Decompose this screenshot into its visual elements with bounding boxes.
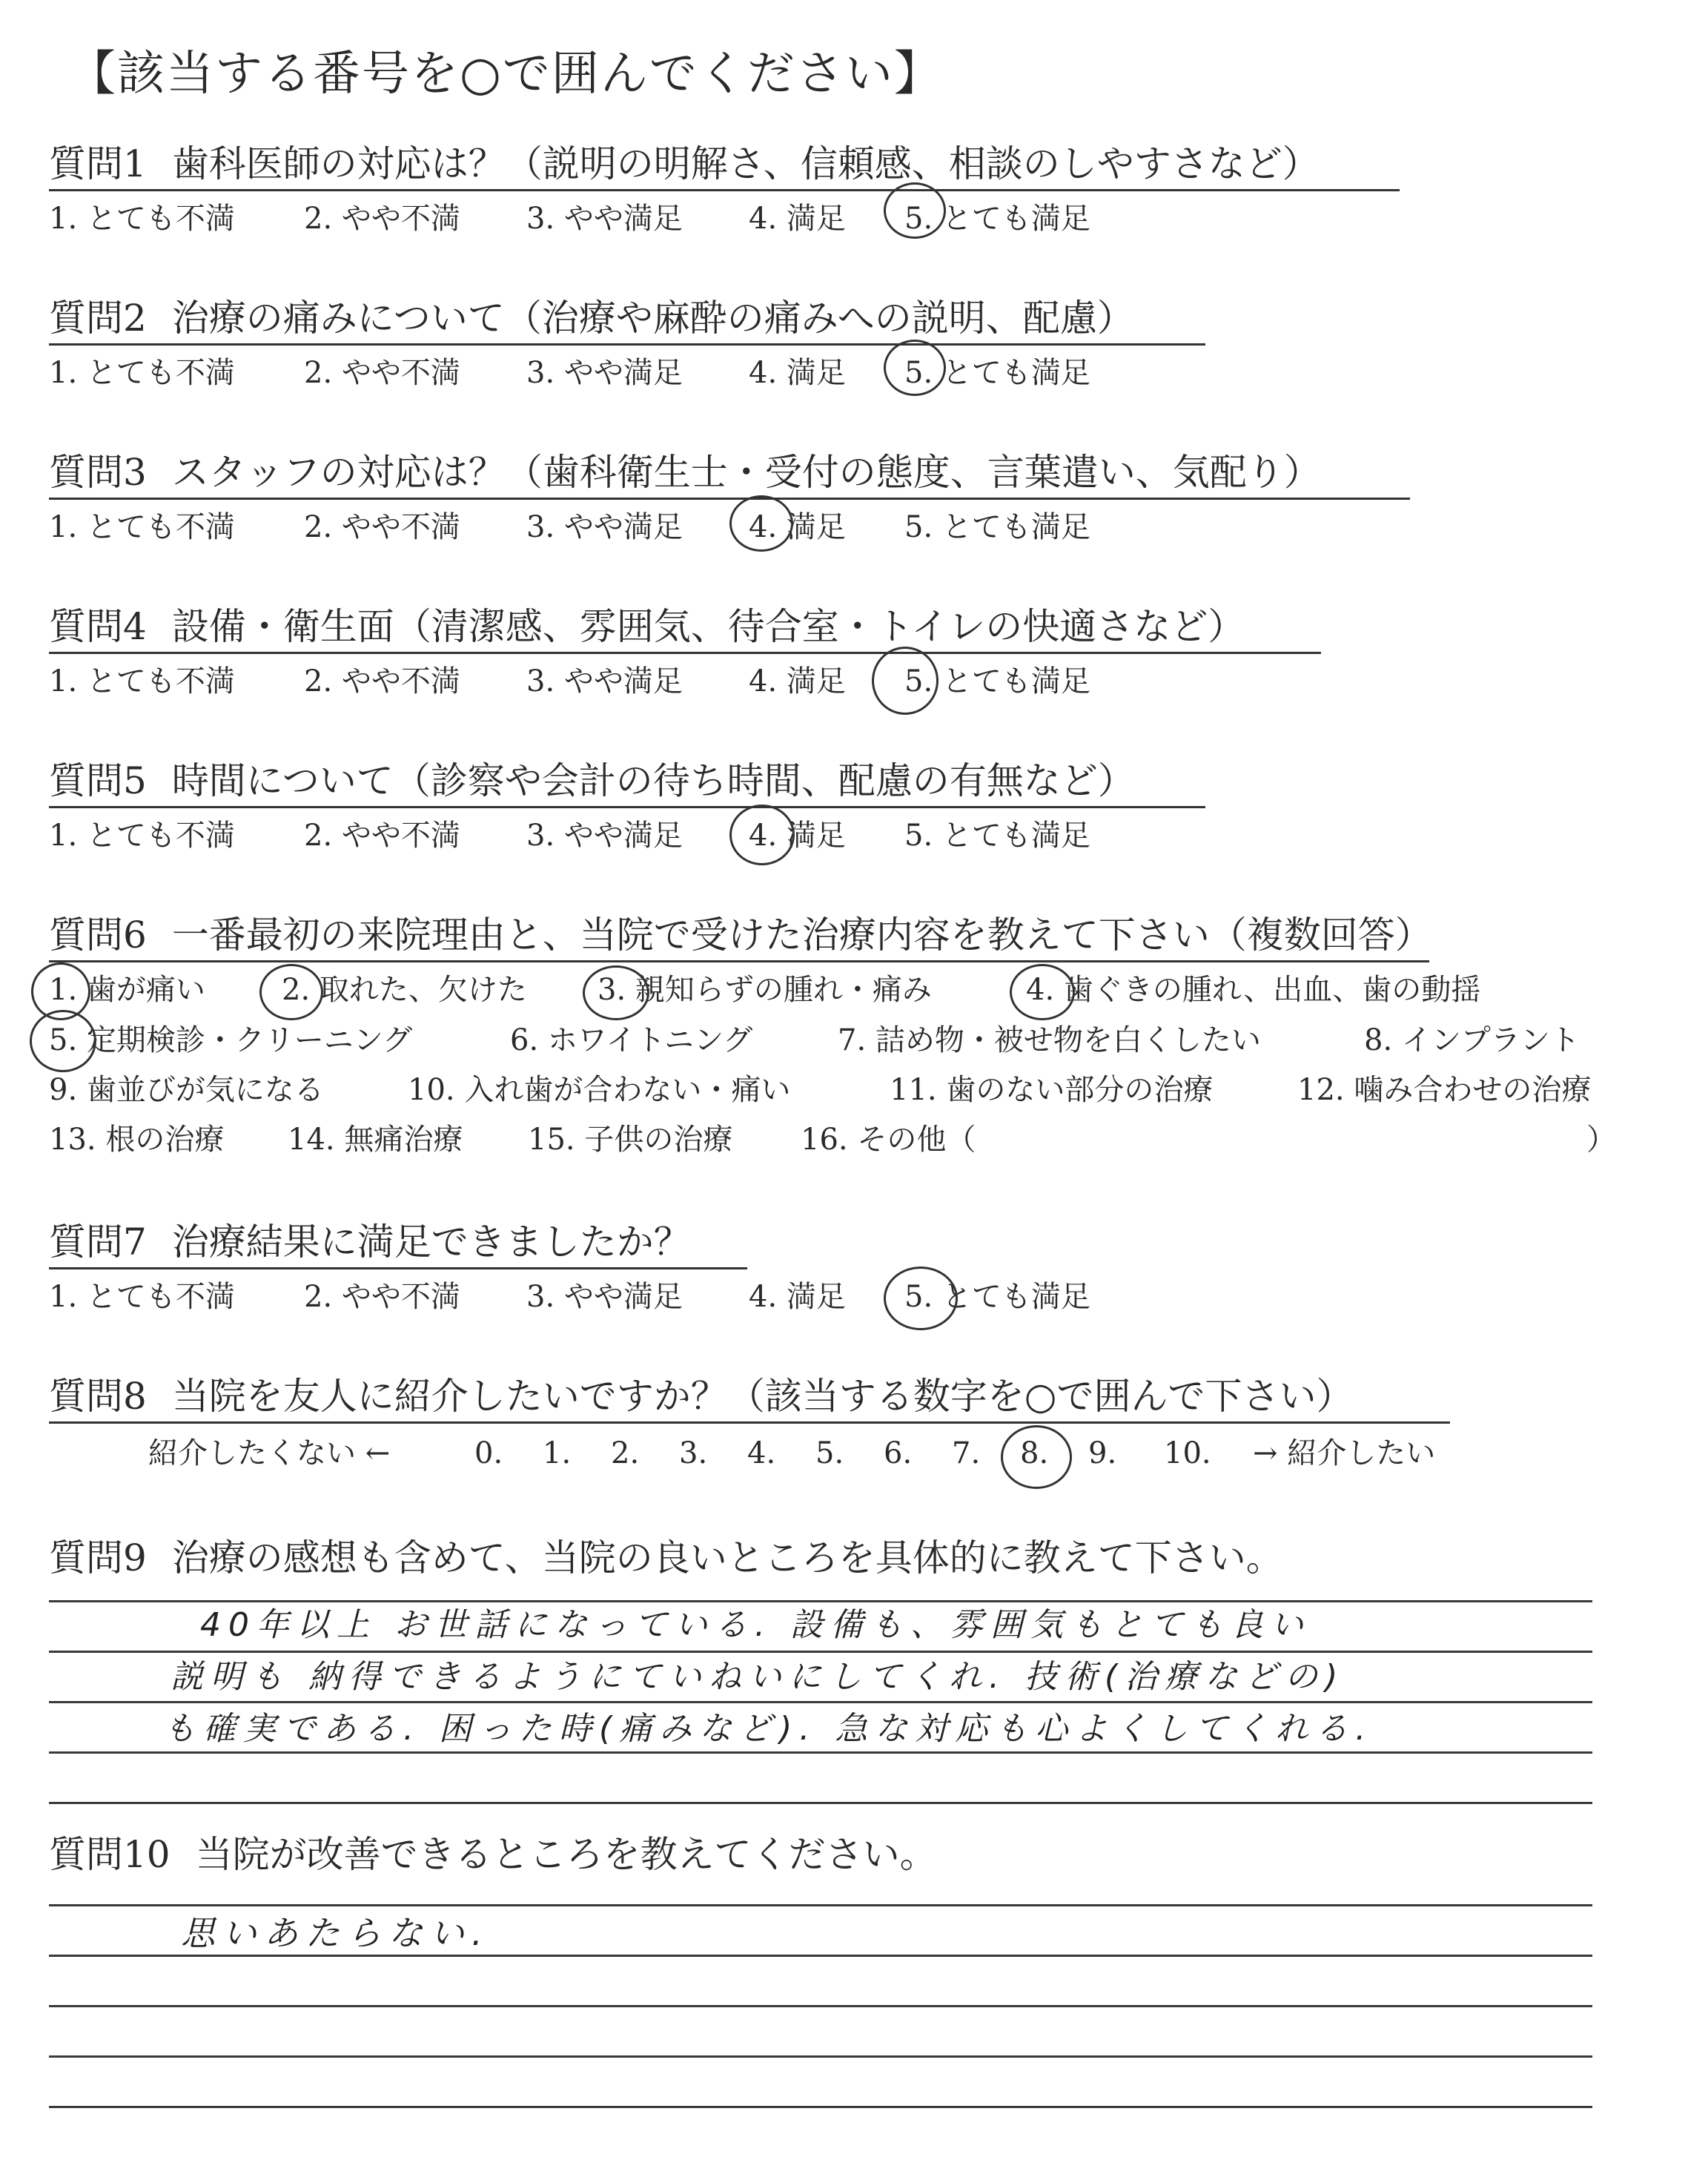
question-9-title [49,1536,1283,1579]
q9-answer-line-2 [49,1651,1592,1653]
q6-option-1[interactable]: 1. 歯が痛い [49,973,205,1007]
q9-handwritten-answer-3: も確実である. 困った時(痛みなど). 急な対応も心よくしてくれる. [163,1710,1374,1748]
q2-option-4[interactable]: 4. 満足 [749,356,846,390]
question-10-title [49,1833,937,1876]
q4-option-3[interactable]: 3. やや満足 [526,664,683,698]
q3-option-5[interactable]: 5. とても満足 [904,510,1090,544]
question-5-number: 質問5 [49,759,147,802]
question-2-underline [49,343,1205,346]
question-4-text: 設備・衛生面（清潔感、雰囲気、待合室・トイレの快適さなど） [171,605,1245,648]
question-2-text: 治療の痛みについて（治療や麻酔の痛みへの説明、配慮） [171,297,1134,340]
question-1-title [49,142,1320,185]
q6-option-15[interactable]: 15. 子供の治療 [528,1123,733,1157]
q2-option-1[interactable]: 1. とても不満 [49,356,235,390]
question-3-underline [49,498,1410,500]
q6-option-10[interactable]: 10. 入れ歯が合わない・痛い [408,1073,791,1107]
q8-scale-6[interactable]: 6. [884,1436,913,1470]
q6-option-16[interactable]: 16. その他（ [801,1123,976,1157]
q6-option-12[interactable]: 12. 噛み合わせの治療 [1297,1073,1592,1107]
q8-scale-10[interactable]: 10. [1164,1436,1211,1470]
q1-option-3[interactable]: 3. やや満足 [526,202,683,236]
q7-option-5[interactable]: 5. とても満足 [904,1280,1090,1314]
question-10-text: 当院が改善できるところを教えてください。 [195,1833,937,1876]
q3-option-2[interactable]: 2. やや不満 [304,510,460,544]
q6-option-13[interactable]: 13. 根の治療 [49,1123,225,1157]
q2-option-2[interactable]: 2. やや不満 [304,356,460,390]
q5-option-2[interactable]: 2. やや不満 [304,819,460,853]
q8-scale-9[interactable]: 9. [1088,1436,1117,1470]
question-9-number: 質問9 [49,1536,147,1579]
question-1-text: 歯科医師の対応は？（説明の明解さ、信頼感、相談のしやすさなど） [171,142,1320,185]
q6-option-4[interactable]: 4. 歯ぐきの腫れ、出血、歯の動揺 [1026,973,1481,1007]
question-6-text: 一番最初の来院理由と、当院で受けた治療内容を教えて下さい（複数回答） [171,914,1432,957]
question-6-number: 質問6 [49,914,147,957]
q6-option-9[interactable]: 9. 歯並びが気になる [49,1073,324,1107]
q8-scale-2[interactable]: 2. [611,1436,640,1470]
q10-answer-line-5 [49,2106,1592,2108]
q5-option-5[interactable]: 5. とても満足 [904,819,1090,853]
q8-scale-1[interactable]: 1. [543,1436,572,1470]
q4-option-4[interactable]: 4. 満足 [749,664,846,698]
q7-option-1[interactable]: 1. とても不満 [49,1280,235,1314]
question-1-underline [49,189,1400,191]
q10-handwritten-answer: 思いあたらない. [181,1913,490,1953]
question-9-text: 治療の感想も含めて、当院の良いところを具体的に教えて下さい。 [171,1536,1283,1579]
q1-option-1[interactable]: 1. とても不満 [49,202,235,236]
question-3-number: 質問3 [49,451,147,494]
question-2-title [49,297,1134,340]
q3-option-3[interactable]: 3. やや満足 [526,510,683,544]
q3-option-1[interactable]: 1. とても不満 [49,510,235,544]
q6-option-14[interactable]: 14. 無痛治療 [288,1123,463,1157]
question-4-underline [49,652,1321,654]
q9-answer-line-4 [49,1751,1592,1754]
q3-option-4[interactable]: 4. 満足 [749,510,846,544]
q8-scale-8[interactable]: 8. [1020,1436,1049,1470]
page-title: 【該当する番号を○で囲んでください】 [68,47,943,102]
q2-option-5[interactable]: 5. とても満足 [904,356,1090,390]
q8-left-label: 紹介したくない ← [148,1436,391,1470]
q1-option-5[interactable]: 5. とても満足 [904,202,1090,236]
question-5-text: 時間について（診察や会計の待ち時間、配慮の有無など） [171,759,1135,802]
q6-option-16-close: ） [1586,1123,1616,1157]
question-3-title [49,451,1321,494]
q6-option-2[interactable]: 2. 取れた、欠けた [282,973,527,1007]
q9-answer-line-5 [49,1802,1592,1804]
question-8-title [49,1375,1354,1418]
question-8-number: 質問8 [49,1375,147,1418]
q8-scale-3[interactable]: 3. [679,1436,708,1470]
q6-option-11[interactable]: 11. 歯のない部分の治療 [890,1073,1214,1107]
question-7-text: 治療結果に満足できましたか？ [171,1221,691,1264]
q10-answer-line-2 [49,1955,1592,1957]
q9-handwritten-answer-2: 説明も 納得できるようにていねいにしてくれ. 技術(治療などの) [171,1658,1345,1696]
q10-answer-line-1 [49,1904,1592,1906]
question-4-number: 質問4 [49,605,147,648]
q7-option-4[interactable]: 4. 満足 [749,1280,846,1314]
q8-scale-5[interactable]: 5. [815,1436,844,1470]
q5-option-1[interactable]: 1. とても不満 [49,819,235,853]
q8-scale-4[interactable]: 4. [747,1436,776,1470]
q9-answer-line-1 [49,1600,1592,1602]
q6-option-7[interactable]: 7. 詰め物・被せ物を白くしたい [838,1023,1261,1057]
question-4-title [49,605,1245,648]
question-3-text: スタッフの対応は？（歯科衛生士・受付の態度、言葉遣い、気配り） [171,451,1321,494]
question-6-title [49,914,1432,957]
q9-handwritten-answer-1: 40年以上 お世話になっている. 設備も、雰囲気もとても良い [200,1606,1311,1644]
q6-option-6[interactable]: 6. ホワイトニング [510,1023,753,1057]
q4-option-1[interactable]: 1. とても不満 [49,664,235,698]
q10-answer-line-4 [49,2055,1592,2058]
q5-option-3[interactable]: 3. やや満足 [526,819,683,853]
question-10-number: 質問10 [49,1833,171,1876]
q9-answer-line-3 [49,1701,1592,1703]
q6-option-5[interactable]: 5. 定期検診・クリーニング [49,1023,413,1057]
q5-option-4[interactable]: 4. 満足 [749,819,846,853]
q8-scale-0[interactable]: 0. [474,1436,503,1470]
q4-option-5[interactable]: 5. とても満足 [904,664,1090,698]
q10-answer-line-3 [49,2005,1592,2007]
q2-option-3[interactable]: 3. やや満足 [526,356,683,390]
q7-option-2[interactable]: 2. やや不満 [304,1280,460,1314]
q6-option-8[interactable]: 8. インプラント [1364,1023,1580,1057]
question-2-number: 質問2 [49,297,147,340]
q6-option-3[interactable]: 3. 親知らずの腫れ・痛み [598,973,932,1007]
q7-option-3[interactable]: 3. やや満足 [526,1280,683,1314]
question-5-title [49,759,1135,802]
question-5-underline [49,806,1205,808]
q8-scale-7[interactable]: 7. [952,1436,981,1470]
q8-right-label: → 紹介したい [1253,1436,1436,1470]
q4-option-2[interactable]: 2. やや不満 [304,664,460,698]
question-7-number: 質問7 [49,1221,147,1264]
question-8-text: 当院を友人に紹介したいですか？（該当する数字を○で囲んで下さい） [171,1375,1354,1418]
question-1-number: 質問1 [49,142,147,185]
question-8-underline [49,1421,1450,1424]
question-6-underline [49,960,1429,962]
q1-option-2[interactable]: 2. やや不満 [304,202,460,236]
q1-option-4[interactable]: 4. 満足 [749,202,846,236]
question-7-title [49,1221,691,1264]
question-7-underline [49,1267,747,1269]
